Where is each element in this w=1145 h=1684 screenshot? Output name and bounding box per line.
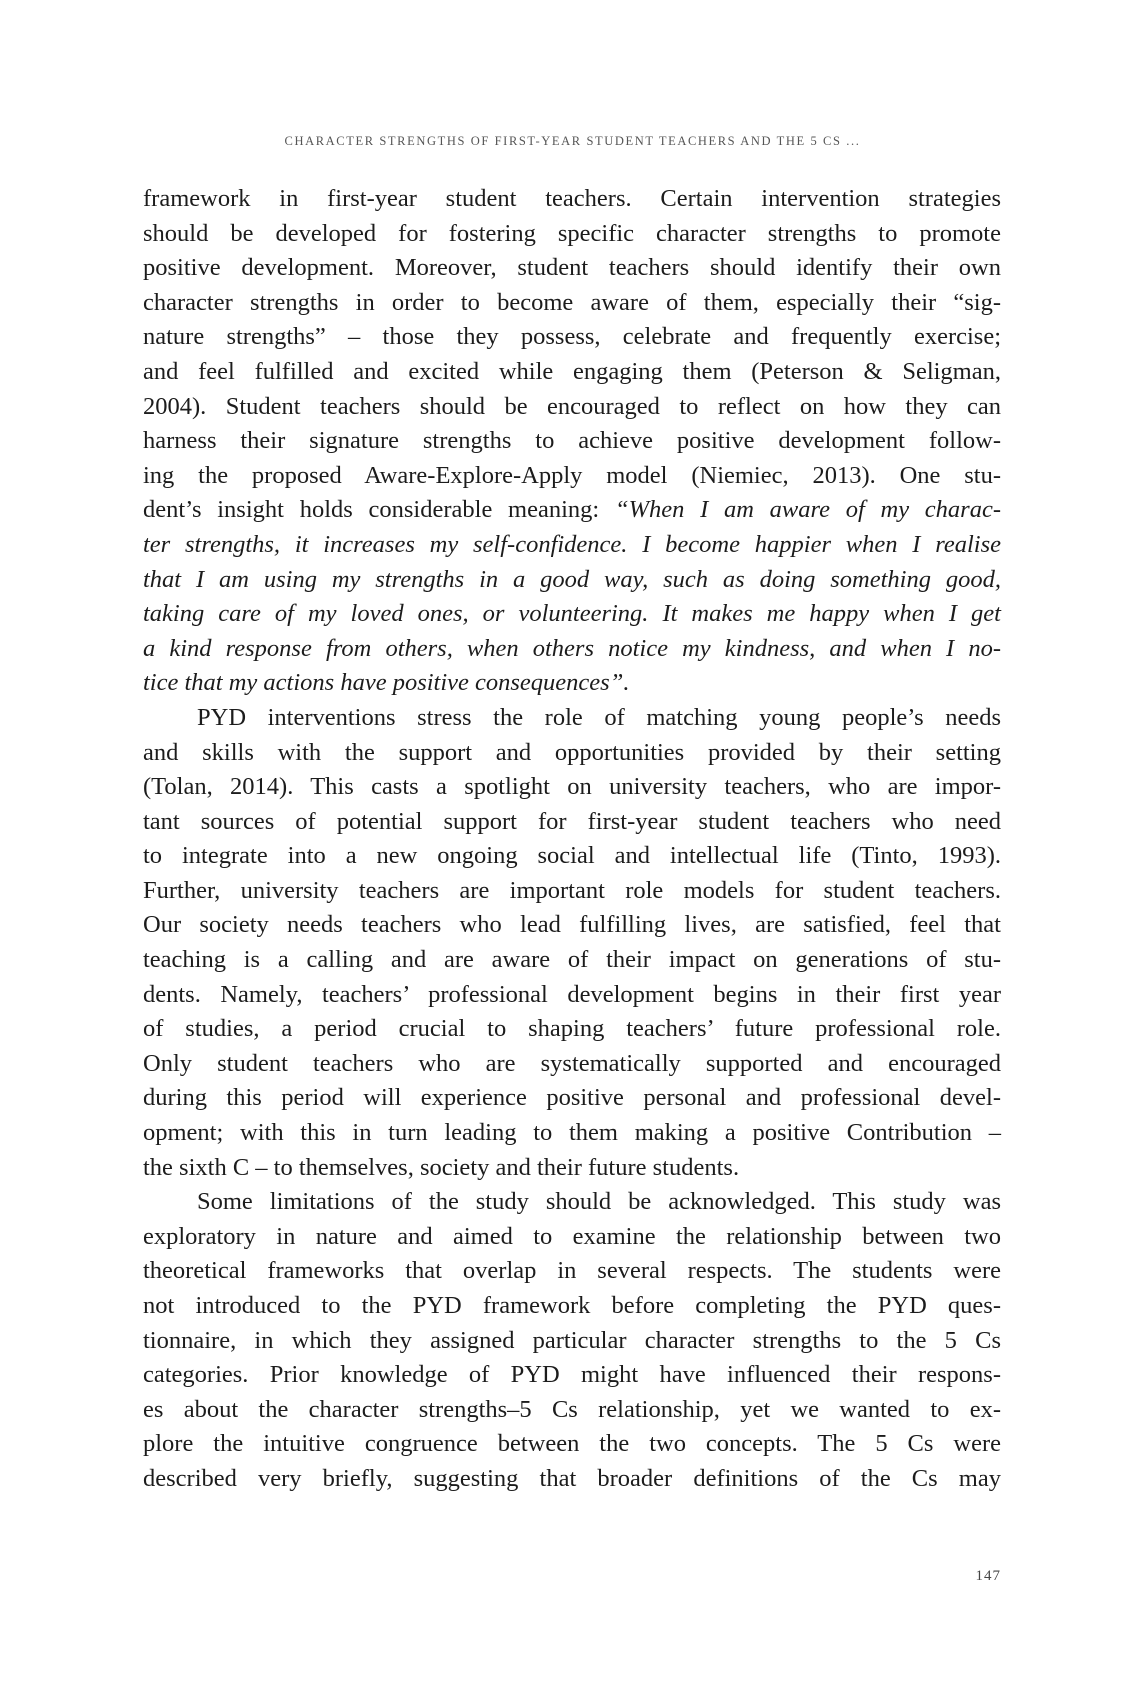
line-text: tant sources of potential support for first-year student teachers who need [143,807,1001,835]
line-text: exploratory in nature and aimed to examine the relationship between two [143,1222,1001,1250]
text-line [143,1151,1001,1186]
text-line [143,1116,1001,1151]
line-text: and feel fulfilled and excited while engaging them (Peterson & Seligman, [143,357,1001,385]
text-line [143,1220,1001,1255]
text-line [143,666,1001,701]
italic-quote-text: that I am using my strengths in a good way, such as doing something good, [143,565,1001,593]
line-text: nature strengths” – those they possess, celebrate and frequently exercise; [143,323,1001,351]
text-line [143,1462,1001,1497]
text-line [143,563,1001,598]
text-line [143,1358,1001,1393]
text-line [143,1289,1001,1324]
text-line [143,908,1001,943]
line-text: theoretical frameworks that overlap in several respects. The students were [143,1257,1001,1285]
line-text: during this period will experience positive personal and professional devel- [143,1084,1001,1112]
text-line [143,701,1001,736]
line-text: categories. Prior knowledge of PYD might have influenced their respons- [143,1361,1001,1389]
text-line [143,1047,1001,1082]
line-text: not introduced to the PYD framework before completing the PYD ques- [143,1292,1001,1319]
line-text: the sixth C – to themselves, society and their future students. [143,1153,740,1181]
text-line [143,355,1001,390]
text-line [143,286,1001,321]
line-text: es about the character strengths–5 Cs relationship, yet we wanted to ex- [143,1395,1001,1423]
line-text: PYD interventions stress the role of matching young people’s needs [197,703,1001,731]
text-line [143,1254,1001,1289]
line-text: dents. Namely, teachers’ professional development begins in their first year [143,980,1001,1008]
text-line [143,597,1001,632]
line-text: Further, university teachers are important role models for student teachers. [143,876,1001,904]
line-text: harness their signature strengths to achieve positive development follow- [143,427,1001,455]
text-line [143,1081,1001,1116]
text-line [143,1324,1001,1359]
text-line [143,390,1001,425]
text-line [143,805,1001,840]
line-text: ing the proposed Aware-Explore-Apply model (Niemiec, 2013). One stu- [143,461,1001,489]
line-text: character strengths in order to become aware of them, especially their “sig- [143,288,1001,316]
text-line [143,217,1001,252]
line-text: and skills with the support and opportunities provided by their setting [143,738,1001,766]
line-text: described very briefly, suggesting that broader definitions of the Cs may [143,1464,1001,1492]
text-line [143,424,1001,459]
line-text: to integrate into a new ongoing social and intellectual life (Tinto, 1993). [143,842,1001,870]
text-line [143,1427,1001,1462]
italic-quote-text: “When I am aware of my charac- [614,496,1002,524]
text-line [143,736,1001,771]
line-text: tionnaire, in which they assigned particular character strengths to the 5 Cs [143,1326,1001,1354]
line-text: 2004). Student teachers should be encouraged to reflect on how they can [143,392,1001,420]
line-text: of studies, a period crucial to shaping teachers’ future professional role. [143,1015,1001,1043]
text-line [143,978,1001,1013]
line-text: teaching is a calling and are aware of their impact on generations of stu- [143,946,1001,974]
line-text: opment; with this in turn leading to them making a positive Contribution – [143,1119,1001,1147]
text-line [143,493,1001,528]
line-text: Our society needs teachers who lead fulfilling lives, are satisfied, feel that [143,911,1001,939]
text-line [143,320,1001,355]
text-line [143,839,1001,874]
text-line [143,632,1001,667]
text-line [143,1185,1001,1220]
text-line [143,874,1001,909]
page-number: 147 [975,1568,1001,1584]
text-line [143,251,1001,286]
line-text: plore the intuitive congruence between the two concepts. The 5 Cs were [143,1430,1001,1458]
text-line [143,1393,1001,1428]
italic-quote-text: tice that my actions have positive consequences”. [143,669,630,697]
text-line [143,943,1001,978]
line-text: (Tolan, 2014). This casts a spotlight on university teachers, who are impor- [143,773,1001,801]
line-text: Some limitations of the study should be acknowledged. This study was [197,1188,1001,1216]
text-line [143,528,1001,563]
italic-quote-text: taking care of my loved ones, or volunteering. It makes me happy when I get [143,600,1001,628]
line-text: Only student teachers who are systematically supported and encouraged [143,1049,1001,1077]
line-text: should be developed for fostering specific character strengths to promote [143,219,1001,247]
running-head: CHARACTER STRENGTHS OF FIRST-YEAR STUDENT TEACHERS AND THE 5 CS ... [284,134,861,148]
body-text [143,182,1001,1497]
text-line [143,459,1001,494]
line-text: positive development. Moreover, student teachers should identify their own [143,254,1001,282]
text-line [143,182,1001,217]
text-line [143,770,1001,805]
italic-quote-text: a kind response from others, when others notice my kindness, and when I no- [143,634,1001,662]
line-text: framework in first-year student teachers. Certain intervention strategies [143,185,1001,212]
line-text: dent’s insight holds considerable meaning: [143,496,615,524]
italic-quote-text: ter strengths, it increases my self-confidence. I become happier when I realise [143,530,1001,558]
text-line [143,1012,1001,1047]
